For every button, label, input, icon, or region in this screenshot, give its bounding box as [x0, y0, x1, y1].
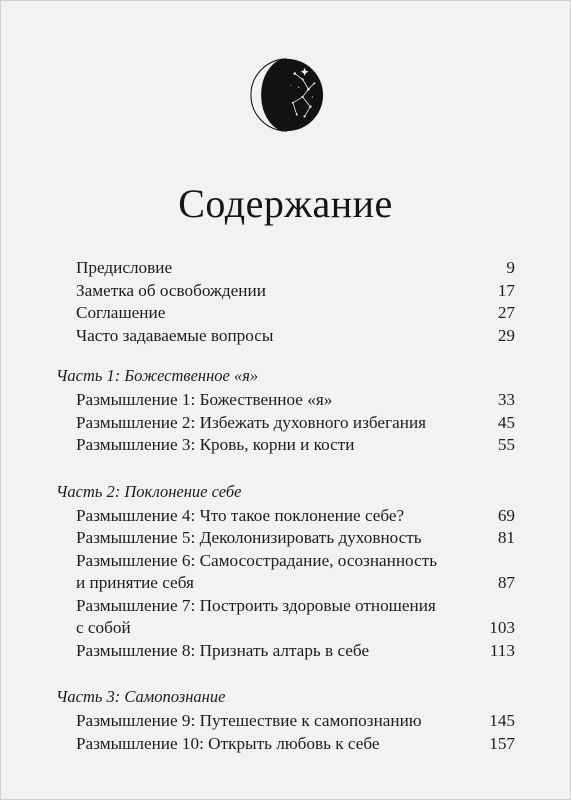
toc-entry-page: 81	[497, 528, 515, 547]
toc-entry-reflection-2[interactable]	[76, 412, 515, 435]
toc-entry-label-line-1: Размышление 7: Построить здоровые отношения	[76, 595, 436, 615]
part-1-heading: Часть 1: Божественное «я»	[56, 366, 259, 385]
toc-entry-reflection-7[interactable]	[76, 595, 515, 640]
toc-entry-label-line-1: Размышление 6: Самосострадание, осознанность	[76, 550, 438, 570]
toc-entry-page: 103	[489, 618, 515, 637]
toc-entry-reflection-1[interactable]	[76, 389, 515, 412]
toc-entry-reflection-6[interactable]	[76, 550, 515, 595]
toc-entry-label: Размышление 1: Божественное «я»	[76, 390, 333, 409]
toc-entry-page: 113	[489, 640, 515, 660]
toc-entry-reflection-3[interactable]	[76, 434, 515, 457]
toc-entry-page: 17	[497, 280, 515, 300]
toc-entry-label: Заметка об освобождении	[76, 280, 266, 300]
toc-entry-page: 87	[497, 573, 515, 592]
toc-entry-liberation-note[interactable]	[76, 280, 515, 303]
toc-entry-page: 55	[497, 435, 515, 454]
toc-entry-label: Соглашение	[76, 303, 166, 322]
toc-entry-page: 157	[489, 733, 515, 753]
toc-entry-page: 27	[497, 303, 515, 322]
toc-entry-page: 45	[497, 412, 515, 432]
toc-entry-label: Размышление 2: Избежать духовного избегания	[76, 412, 427, 432]
moon-constellation-icon	[248, 56, 326, 134]
toc-entry-preface[interactable]	[76, 257, 515, 280]
toc-entry-reflection-8[interactable]	[76, 640, 515, 663]
toc-entry-label-line-2: с собой	[76, 618, 131, 637]
toc-entry-reflection-5[interactable]	[76, 527, 515, 550]
toc-entry-label: Размышление 8: Признать алтарь в себе	[76, 640, 370, 660]
toc-entry-page: 145	[489, 711, 515, 730]
toc-entry-agreement[interactable]	[76, 302, 515, 325]
toc-entry-page: 69	[497, 505, 515, 525]
toc-entry-label: Размышление 4: Что такое поклонение себе?	[76, 505, 405, 525]
toc-entry-label: Предисловие	[76, 258, 173, 277]
toc-entry-page: 9	[506, 258, 515, 277]
part-3-heading: Часть 3: Самопознание	[56, 687, 226, 706]
toc-entry-reflection-9[interactable]	[76, 710, 515, 733]
part-2-heading: Часть 2: Поклонение себе	[56, 481, 242, 501]
toc-entry-label: Размышление 10: Открыть любовь к себе	[76, 733, 380, 753]
toc-entry-label: Размышление 9: Путешествие к самопознанию	[76, 711, 422, 730]
toc-entry-label-line-2: и принятие себя	[76, 573, 194, 592]
toc-entry-label: Размышление 3: Кровь, корни и кости	[76, 435, 355, 454]
toc-entry-label	[76, 550, 453, 595]
page-title: Содержание	[178, 181, 393, 226]
toc-entry-reflection-10[interactable]	[76, 733, 515, 756]
table-of-contents	[56, 257, 520, 755]
toc-entry-label	[76, 595, 452, 640]
toc-entry-faq[interactable]	[76, 325, 515, 348]
toc-entry-page: 33	[497, 390, 515, 409]
toc-entry-page: 29	[497, 325, 515, 345]
toc-entry-label: Размышление 5: Деколонизировать духовность	[76, 528, 422, 547]
toc-entry-label: Часто задаваемые вопросы	[76, 325, 274, 345]
toc-entry-reflection-4[interactable]	[76, 505, 515, 528]
